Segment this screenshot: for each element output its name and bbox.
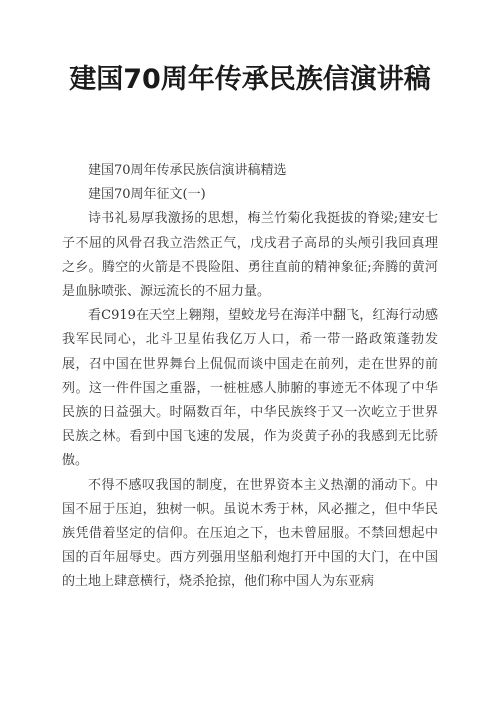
document-title: 建国70周年传承民族信演讲稿 [69,64,431,95]
document-body [62,159,438,595]
paragraph-essay-heading: 建国70周年征文(一) [88,187,206,203]
paragraph-body: 不得不感叹我国的制度，在世界资本主义热潮的涌动下。中国不屈于压迫，独树一帜。虽说木秀于林，风必摧之，但中华民族凭借着坚定的信仰。在压迫之下，也未曾屈服。不禁回想起中国的百年屈辱史。西方列强用坚船利炮打开中国的大门，在中国的土地上肆意横行，烧杀抢掠，他们称中国人为东亚病 [62,477,438,590]
paragraph-body: 诗书礼易厚我激扬的思想，梅兰竹菊化我挺拔的脊梁;建安七子不屈的风骨召我立浩然正气，戊戌君子高昂的头颅引我回真理之乡。腾空的火箭是不畏险阻、勇往直前的精神象征;奔腾的黄河是血脉喷张、源远流长的不屈力量。 [62,211,438,300]
paragraph-body: 看C919在天空上翱翔，望蛟龙号在海洋中翻飞，红海行动感我军民同心，北斗卫星佑我亿万人口，希一带一路政策蓬勃发展，召中国在世界舞台上侃侃而谈中国走在前列，走在世界的前列。这一件件国之重器，一桩桩感人肺腑的事迹无不体现了中华民族的日益强大。时隔数百年，中华民族终于又一次屹立于世界民族之林。看到中国飞速的发展，作为炎黄子孙的我感到无比骄傲。 [62,308,438,469]
paragraph-subtitle: 建国70周年传承民族信演讲稿精选 [88,163,287,178]
